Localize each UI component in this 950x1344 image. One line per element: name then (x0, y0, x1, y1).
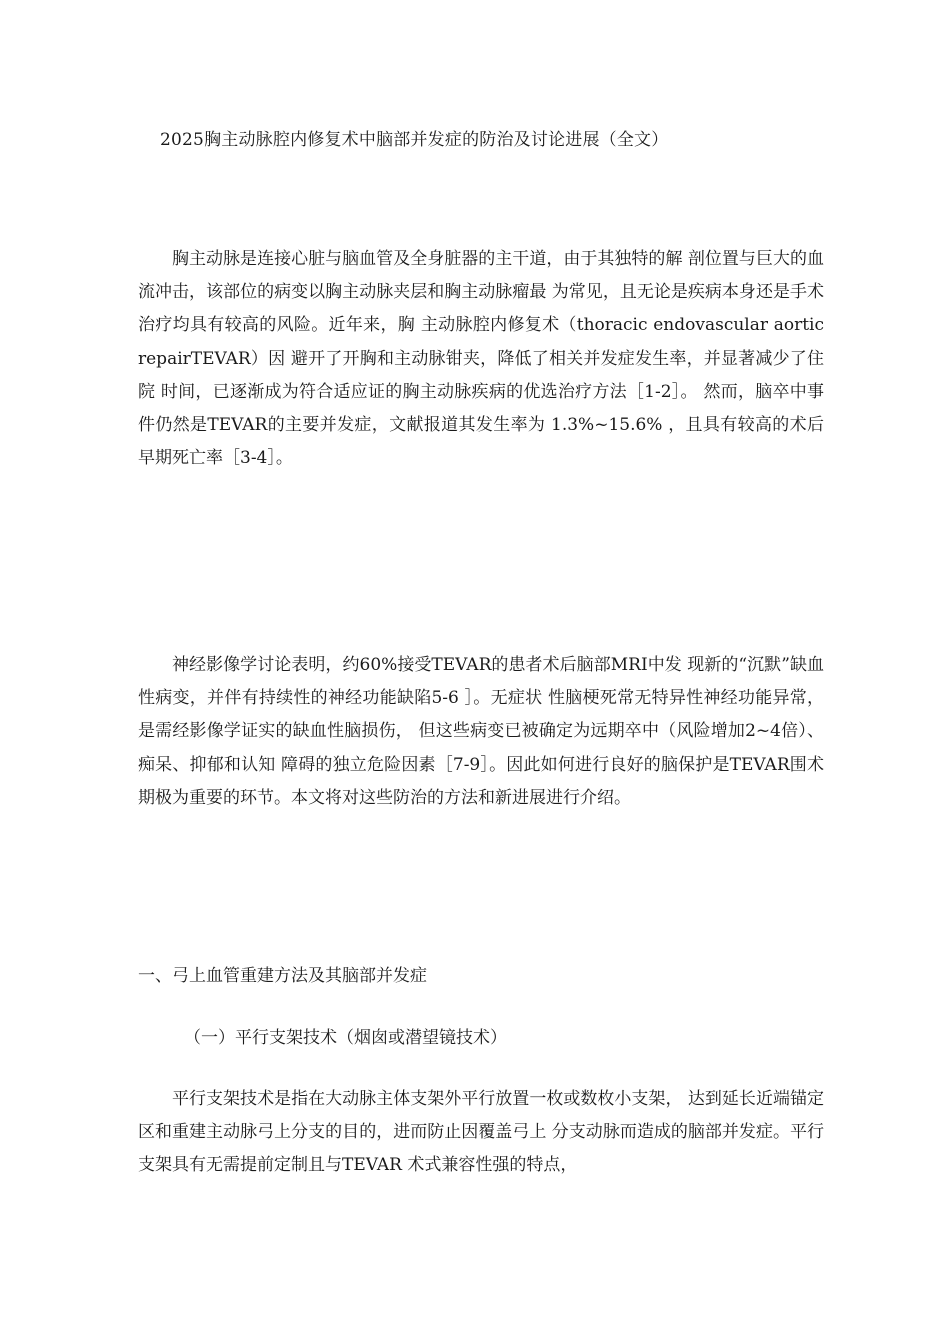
paragraph-neuroimaging: 神经影像学讨论表明，约60%接受TEVAR的患者术后脑部MRI中发 现新的“沉默”缺血性病变，并伴有持续性的神经功能缺陷5-6 ］。无症状 性脑梗死常无特异性神经功能异常，是需经影像学证实的缺血性脑损伤， 但这些病变已被确定为远期卒中（风险增加2~4倍）、痴呆、抑郁和认知 障碍的独立危险因素［7-9］。因此如何进行良好的脑保护是TEVAR围术 期极为重要的环节。本文将对这些防治的方法和新进展进行介绍。 (138, 655, 824, 808)
subsection-heading: （一）平行支架技术（烟囱或潜望镜技术） (184, 1028, 507, 1048)
document-title: 2025胸主动脉腔内修复术中脑部并发症的防治及讨论进展（全文） (160, 130, 669, 150)
paragraph-parallel-stent: 平行支架技术是指在大动脉主体支架外平行放置一枚或数枚小支架， 达到延长近端锚定区和重建主动脉弓上分支的目的，进而防止因覆盖弓上 分支动脉而造成的脑部并发症。平行支架具有无需提前定制且与TEVAR 术式兼容性强的特点， (138, 1089, 824, 1176)
section-heading: 一、弓上血管重建方法及其脑部并发症 (138, 966, 427, 986)
paragraph-intro: 胸主动脉是连接心脏与脑血管及全身脏器的主干道，由于其独特的解 剖位置与巨大的血流冲击，该部位的病变以胸主动脉夹层和胸主动脉瘤最 为常见，且无论是疾病本身还是手术治疗均具有较高的风险。近年来，胸 主动脉腔内修复术（thoracic endovascular aortic repairTEVAR）因 避开了开胸和主动脉钳夹，降低了相关并发症发生率，并显著减少了住院 时间，已逐渐成为符合适应证的胸主动脉疾病的优选治疗方法［1-2］。 然而，脑卒中事件仍然是TEVAR的主要并发症，文献报道其发生率为 1.3%~15.6% ，且具有较高的术后早期死亡率［3-4］。 (138, 249, 824, 469)
